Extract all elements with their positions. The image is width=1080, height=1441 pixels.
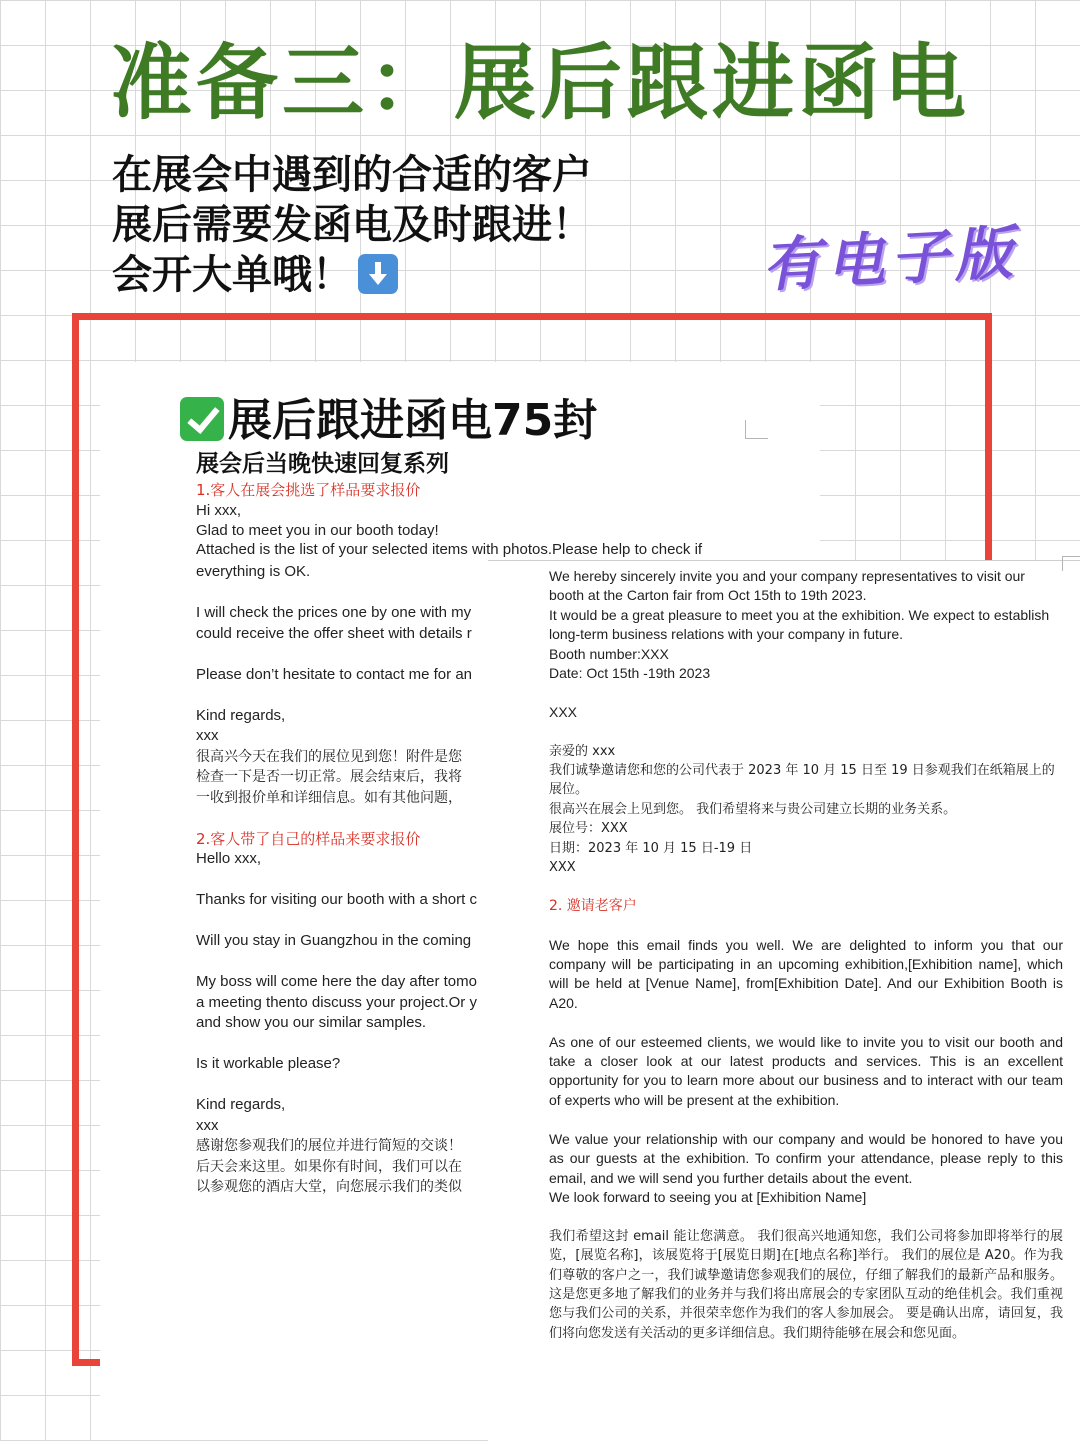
intro-text bbox=[112, 150, 592, 300]
letter-line: Please don’t hesitate to contact me for an bbox=[196, 665, 472, 683]
letter-line-zh: 后天会来这里。如果你有时间，我们可以在 bbox=[196, 1158, 462, 1175]
letter-line: Thanks for visiting our booth with a short c bbox=[196, 891, 477, 908]
zh-email-paragraph: 我们希望这封 email 能让您满意。 我们很高兴地通知您，我们公司将参加即将举行的展览，[展览名称]，该展览将于[展览日期]在[地点名称]举行。 我们的展位是 A20。作为我们尊敬的客户之一，我们诚挚邀请您参观我们的展位，仔细了解我们的最新产品和服务。 这是您更多地了解我们的业务并与我们将出席展会的专家团队互动的绝佳机会。我们重视您与我们公司的关系，并很荣幸您作为我们的客人参加展会。 要是确认出席，请回复，我们将向您发送有关活动的更多详细信息。我们期待能够在展会和您见面。 bbox=[549, 1228, 1063, 1341]
letter-line: Will you stay in Guangzhou in the coming bbox=[196, 932, 472, 949]
letter-line: My boss will come here the day after tomo bbox=[196, 973, 477, 990]
document-title bbox=[180, 384, 597, 448]
booth-number: Booth number:XXX bbox=[549, 645, 669, 662]
letter-line-zh: 感谢您参观我们的展位并进行简短的交谈！ bbox=[196, 1138, 462, 1154]
letter-line: Kind regards, bbox=[196, 706, 286, 724]
down-arrow-icon bbox=[358, 254, 398, 294]
zh-paragraph-2: 很高兴在展会上见到您。 我们希望将来与贵公司建立长期的业务关系。 bbox=[549, 801, 957, 817]
email-paragraph-4: We look forward to seeing you at [Exhibition Name] bbox=[549, 1188, 867, 1205]
intro-line-3 bbox=[112, 250, 592, 300]
section-2-heading: 2.客人带了自己的样品来要求报价 bbox=[196, 829, 421, 848]
letter-line: a meeting thento discuss your project.Or y bbox=[196, 993, 477, 1011]
letter-line: Hi xxx, bbox=[196, 501, 241, 519]
email-paragraph-3: We value your relationship with our company and would be honored to have you as our guests at the exhibition. To confirm your attendance, please reply to this email, and we will send you further details about the event. bbox=[549, 1130, 1063, 1186]
letter-line-long: Attached is the list of your selected items with photos.Please help to check if bbox=[196, 541, 703, 558]
exhibition-date: Date: Oct 15th -19th 2023 bbox=[549, 665, 711, 682]
left-letter-column bbox=[196, 480, 488, 1198]
section-1-heading: 1.客人在展会挑选了样品要求报价 bbox=[196, 481, 421, 499]
letter-line: everything is OK. bbox=[196, 563, 311, 580]
letter-line: and show you our similar samples. bbox=[196, 1014, 427, 1031]
page-corner-mark bbox=[745, 420, 768, 439]
invite-paragraph-1: We hereby sincerely invite you and your company representatives to visit our booth at the Carton fair from Oct 15th to 19th 2023. bbox=[549, 568, 1025, 604]
checkmark-icon bbox=[180, 397, 224, 441]
letter-line-zh: 检查一下是否一切正常。展会结束后，我将 bbox=[196, 769, 462, 785]
letter-line-zh: 一收到报价单和详细信息。如有其他问题， bbox=[196, 789, 462, 806]
zh-paragraph-1: 我们诚挚邀请您和您的公司代表于 2023 年 10 月 15 日至 19 日参观我们在纸箱展上的展位。 bbox=[549, 763, 1055, 798]
right-letter-column bbox=[549, 567, 1063, 1343]
zh-date: 日期：2023 年 10 月 15 日-19 日 bbox=[549, 840, 753, 856]
email-paragraph-2: As one of our esteemed clients, we would like to invite you to visit our booth and take a closer look at our latest products and services. This is an excellent opportunity for you to learn more about our business and to interact with our team of experts who will be present at the exhibition. bbox=[549, 1033, 1063, 1108]
letter-line: xxx bbox=[196, 727, 219, 744]
intro-line-2: 展后需要发函电及时跟进！ bbox=[112, 202, 592, 248]
letter-line-zh: 很高兴今天在我们的展位见到您！附件是您 bbox=[196, 748, 462, 765]
email-paragraph-1: We hope this email finds you well. We are delighted to inform you that our company will be participating in an upcoming exhibition,[Exhibition name], which will be held at [Venue Name], from[Exhibition Date]. And our Exhibition Booth is A20. bbox=[549, 936, 1063, 1011]
letter-line: Glad to meet you in our booth today! bbox=[196, 522, 439, 539]
letter-line: Hello xxx, bbox=[196, 850, 262, 867]
zh-greeting: 亲爱的 xxx bbox=[549, 743, 616, 759]
main-title: 准备三：展后跟进函电 bbox=[109, 36, 970, 131]
document-title-text: 展后跟进函电75封 bbox=[228, 395, 598, 446]
letter-line: Is it workable please? bbox=[196, 1055, 341, 1072]
intro-line-1: 在展会中遇到的合适的客户 bbox=[112, 152, 592, 198]
zh-booth-number: 展位号：XXX bbox=[549, 821, 628, 837]
signature: XXX bbox=[549, 703, 578, 720]
letter-line: I will check the prices one by one with my bbox=[196, 604, 472, 621]
letter-line: xxx bbox=[196, 1116, 219, 1134]
intro-line-3-text: 会开大单哦！ bbox=[112, 252, 352, 298]
letter-line: Kind regards, bbox=[196, 1096, 286, 1113]
letter-line: could receive the offer sheet with details r bbox=[196, 624, 472, 642]
letter-line-zh: 以参观您的酒店大堂，向您展示我们的类似 bbox=[196, 1179, 462, 1195]
invite-paragraph-2: It would be a great pleasure to meet you at the exhibition. We expect to establish long-term business relations with your company in future. bbox=[549, 606, 1050, 643]
page-corner-mark-right bbox=[1062, 556, 1080, 571]
zh-signature: XXX bbox=[549, 860, 576, 876]
series-title: 展会后当晚快速回复系列 bbox=[196, 451, 449, 477]
electronic-version-stamp: 有电子版 bbox=[760, 218, 1020, 300]
section-2-heading-right: 2. 邀请老客户 bbox=[549, 897, 637, 914]
